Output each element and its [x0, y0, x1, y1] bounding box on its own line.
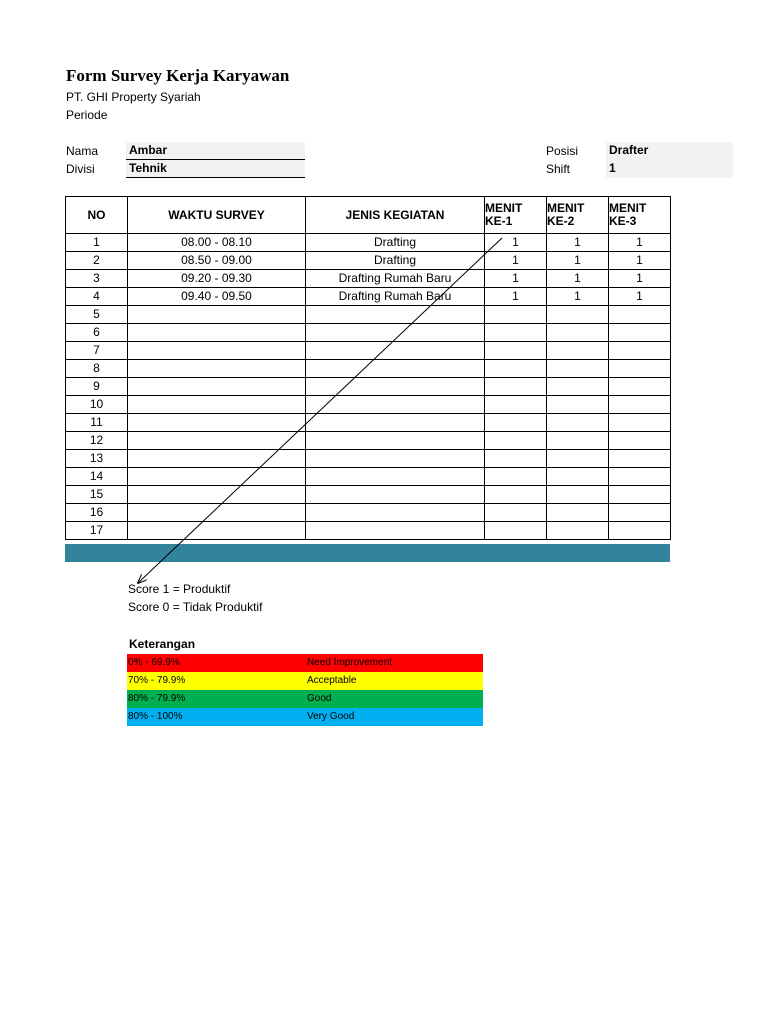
cell-no[interactable]: 16 [66, 504, 128, 522]
cell-no[interactable]: 13 [66, 450, 128, 468]
cell-menit-1[interactable]: 1 [485, 270, 547, 288]
header-no: NO [66, 197, 128, 234]
form-title: Form Survey Kerja Karyawan [66, 66, 290, 85]
cell-no[interactable]: 10 [66, 396, 128, 414]
cell-menit-1[interactable]: 1 [485, 288, 547, 306]
score-unproductive-note: Score 0 = Tidak Produktif [128, 600, 263, 614]
cell-menit-2[interactable]: 1 [547, 234, 609, 252]
header-waktu-survey: WAKTU SURVEY [128, 197, 306, 234]
posisi-label: Posisi [546, 144, 579, 158]
divisi-field[interactable]: Tehnik [126, 160, 305, 178]
company-name: PT. GHI Property Syariah [66, 90, 201, 104]
score-productive-note: Score 1 = Produktif [128, 582, 231, 596]
header-menit-3: MENIT KE-3 [609, 197, 671, 234]
legend-row [127, 708, 483, 726]
cell-kegiatan[interactable]: Drafting Rumah Baru [306, 270, 485, 288]
cell-menit-2[interactable]: 1 [547, 270, 609, 288]
legend-label: Good [307, 693, 332, 704]
cell-no[interactable]: 5 [66, 306, 128, 324]
cell-menit-2[interactable]: 1 [547, 288, 609, 306]
legend-row [127, 654, 483, 672]
cell-no[interactable]: 1 [66, 234, 128, 252]
cell-menit-1[interactable]: 1 [485, 234, 547, 252]
posisi-field[interactable]: Drafter [606, 142, 733, 160]
periode-label: Periode [66, 108, 108, 122]
cell-waktu[interactable]: 08.00 - 08.10 [128, 234, 306, 252]
cell-no[interactable]: 7 [66, 342, 128, 360]
divisi-label: Divisi [66, 162, 95, 176]
legend-range: 0% - 69.9% [128, 657, 180, 668]
legend-row [127, 690, 483, 708]
cell-kegiatan[interactable]: Drafting [306, 252, 485, 270]
cell-menit-1[interactable]: 1 [485, 252, 547, 270]
cell-kegiatan[interactable]: Drafting [306, 234, 485, 252]
cell-no[interactable]: 12 [66, 432, 128, 450]
legend-label: Acceptable [307, 675, 357, 686]
cell-menit-3[interactable]: 1 [609, 288, 671, 306]
legend-range: 80% - 79.9% [128, 693, 186, 704]
cell-no[interactable]: 2 [66, 252, 128, 270]
cell-no[interactable]: 14 [66, 468, 128, 486]
nama-field[interactable]: Ambar [126, 142, 305, 160]
cell-waktu[interactable]: 09.40 - 09.50 [128, 288, 306, 306]
cell-menit-3[interactable]: 1 [609, 252, 671, 270]
cell-no[interactable]: 8 [66, 360, 128, 378]
legend-label: Need Improvement [307, 657, 393, 668]
cell-no[interactable]: 4 [66, 288, 128, 306]
cell-menit-3[interactable]: 1 [609, 234, 671, 252]
cell-no[interactable]: 11 [66, 414, 128, 432]
legend-range: 80% - 100% [128, 711, 183, 722]
cell-no[interactable]: 15 [66, 486, 128, 504]
cell-menit-3[interactable]: 1 [609, 270, 671, 288]
cell-no[interactable]: 3 [66, 270, 128, 288]
cell-waktu[interactable]: 08.50 - 09.00 [128, 252, 306, 270]
cell-no[interactable]: 6 [66, 324, 128, 342]
cell-waktu[interactable]: 09.20 - 09.30 [128, 270, 306, 288]
cell-kegiatan[interactable]: Drafting Rumah Baru [306, 288, 485, 306]
keterangan-title: Keterangan [129, 637, 196, 651]
legend-range: 70% - 79.9% [128, 675, 186, 686]
legend-label: Very Good [307, 711, 355, 722]
header-jenis-kegiatan: JENIS KEGIATAN [306, 197, 485, 234]
shift-label: Shift [546, 162, 571, 176]
header-menit-1: MENIT KE-1 [485, 197, 547, 234]
legend-row [127, 672, 483, 690]
cell-no[interactable]: 9 [66, 378, 128, 396]
cell-no[interactable]: 17 [66, 522, 128, 540]
nama-label: Nama [66, 144, 99, 158]
cell-menit-2[interactable]: 1 [547, 252, 609, 270]
header-menit-2: MENIT KE-2 [547, 197, 609, 234]
shift-field[interactable]: 1 [606, 160, 733, 178]
